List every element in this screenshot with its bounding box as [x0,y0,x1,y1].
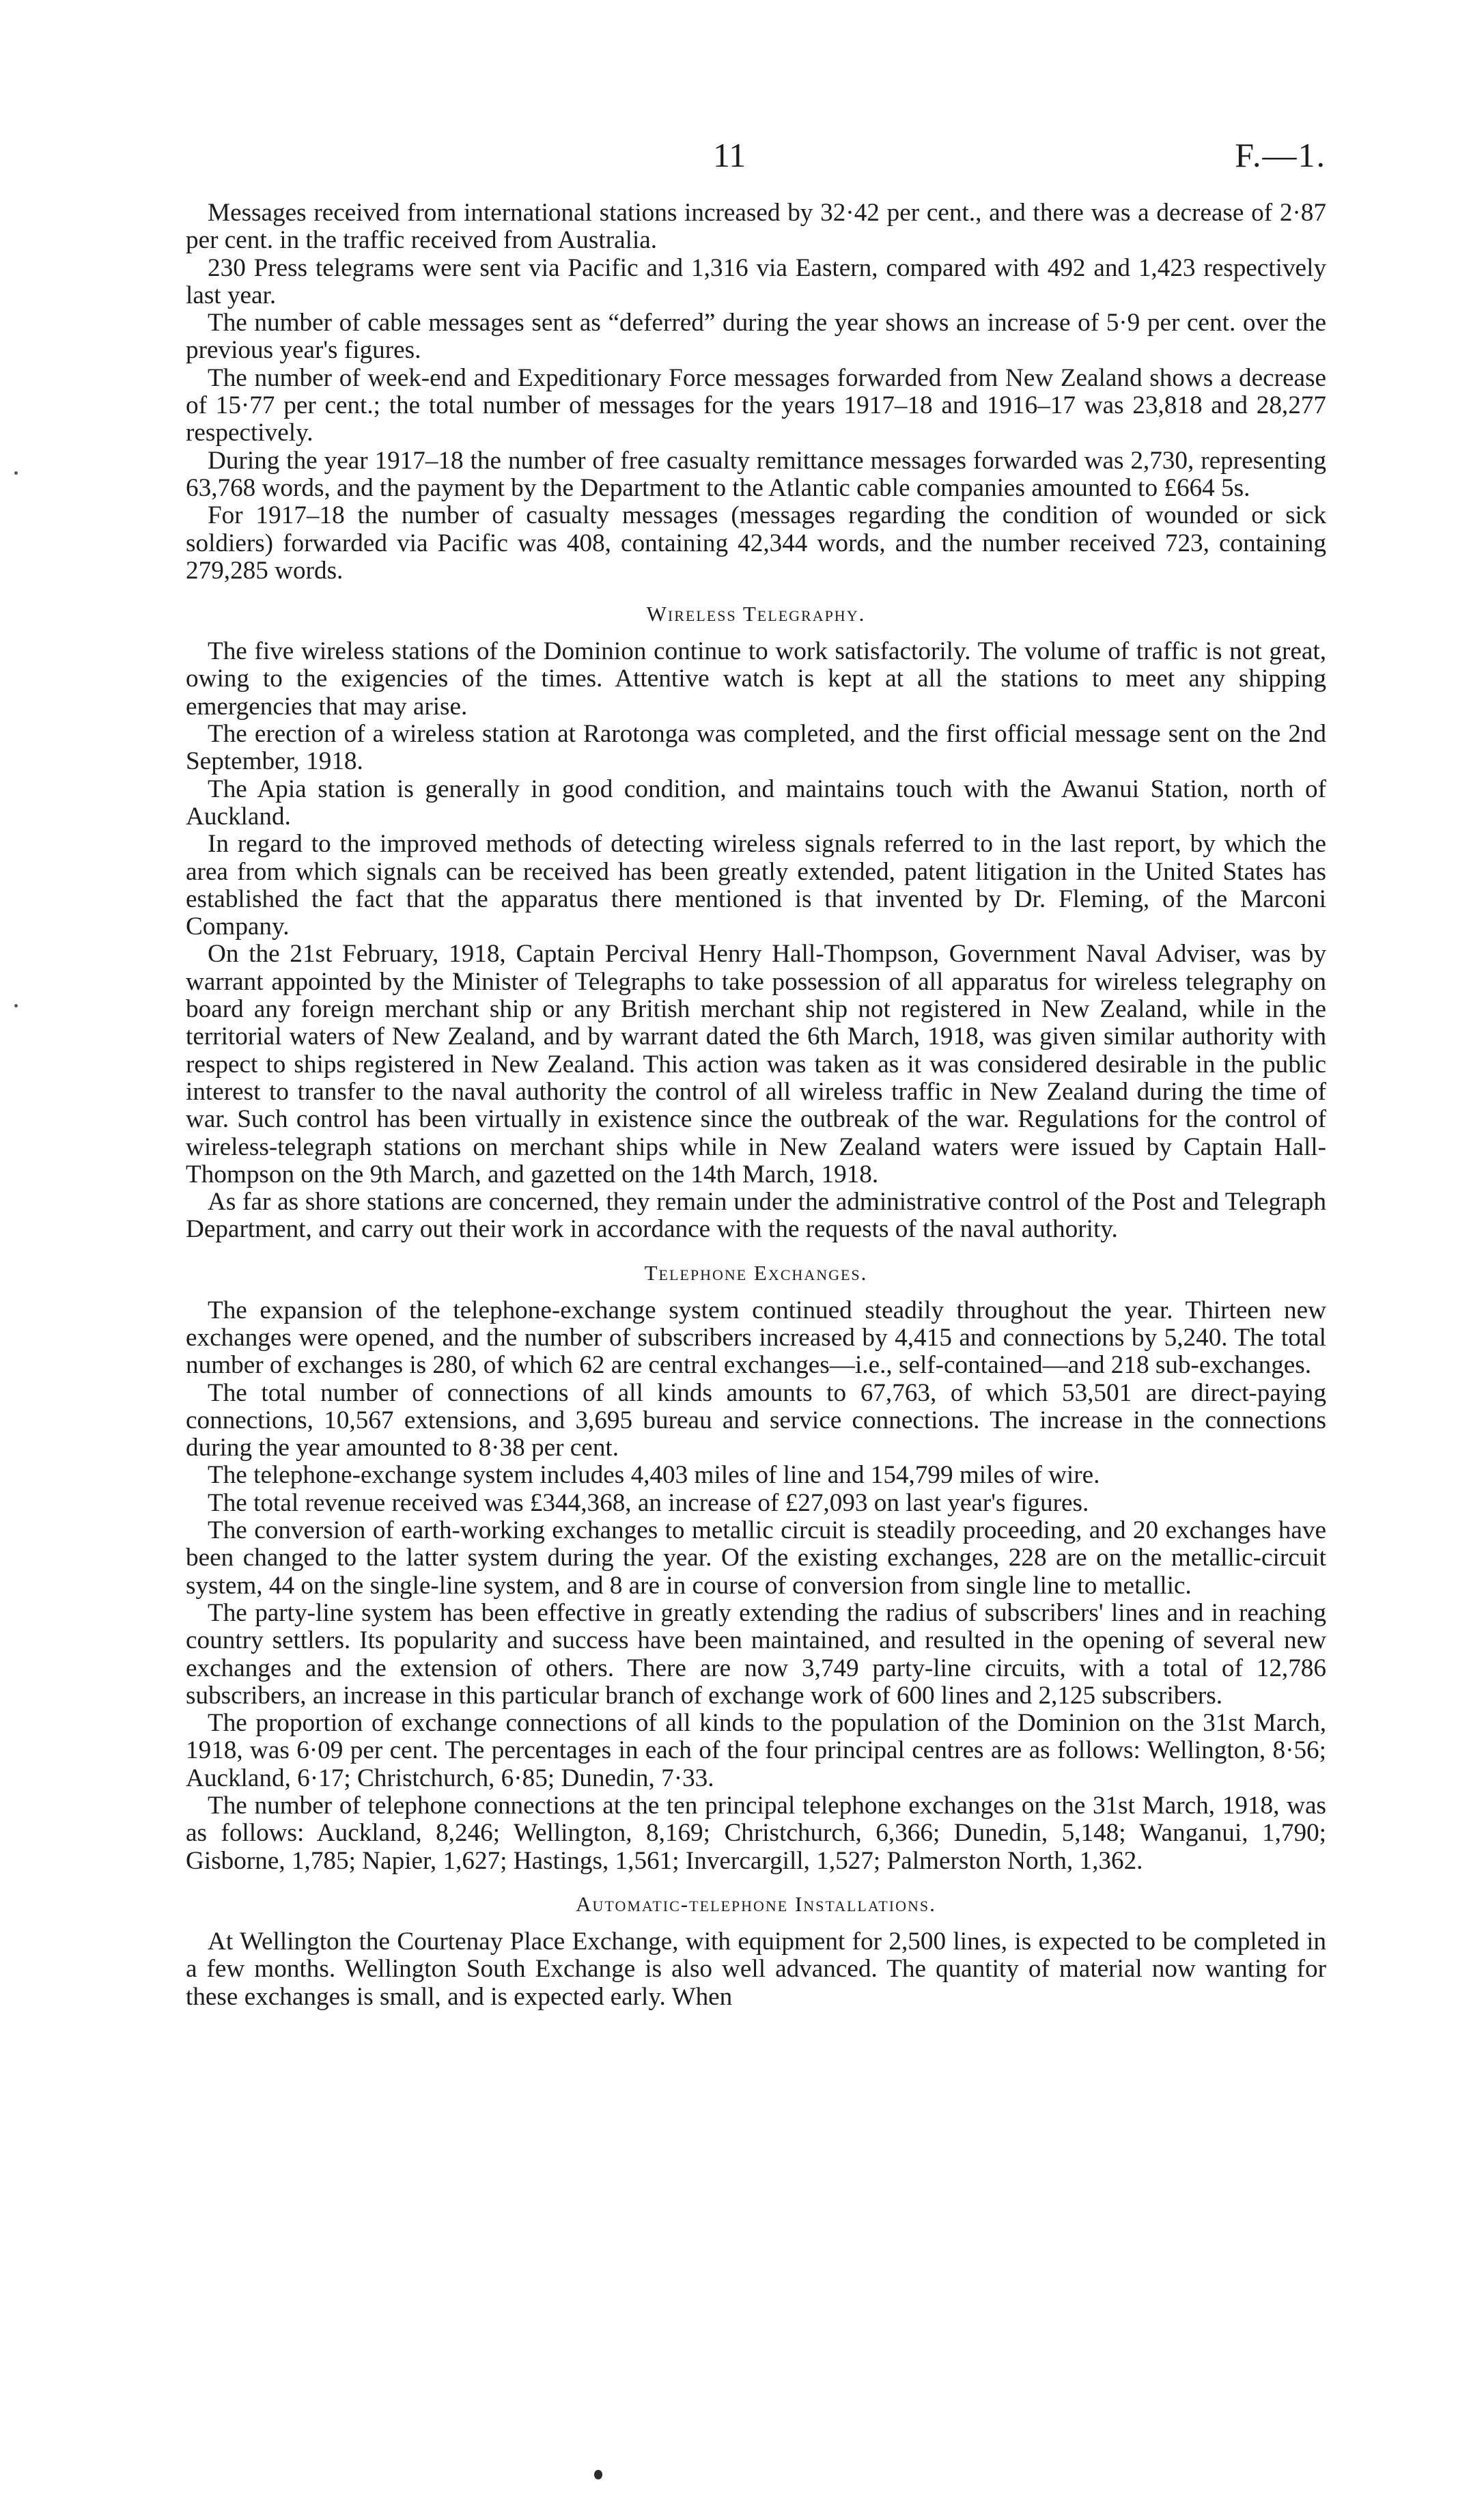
paragraph: 230 Press telegrams were sent via Pacific and 1,316 via Eastern, compared with 492 and 1,423 respectively last year. [186,253,1326,309]
paragraph: On the 21st February, 1918, Captain Percival Henry Hall-Thompson, Government Naval Adviser, was by warrant appointed by the Minister of Telegraphs to take possession of all apparatus for wireless telegraphy on board any foreign merchant ship or any British merchant ship not registered in New Zealand, while in the territorial waters of New Zealand, and by warrant dated the 6th March, 1918, was given similar authority with respect to ships registered in New Zealand. This action was taken as it was considered desirable in the public interest to transfer to the naval authority the control of all wireless traffic in New Zealand during the time of war. Such control has been virtually in existence since the outbreak of the war. Regulations for the control of wireless-telegraph stations on merchant ships while in New Zealand waters were issued by Captain Hall-Thompson on the 9th March, and gazetted on the 14th March, 1918. [186,940,1326,1188]
paragraph: The party-line system has been effective in greatly extending the radius of subscribers' lines and in reaching country settlers. Its popularity and success have been maintained, and resulted in the opening of several new exchanges and the extension of others. There are now 3,749 party-line circuits, with a total of 12,786 subscribers, an increase in this particular branch of exchange work of 600 lines and 2,125 subscribers. [186,1598,1326,1710]
paragraph: At Wellington the Courtenay Place Exchange, with equipment for 2,500 lines, is expected to be completed in a few months. Wellington South Exchange is also well advanced. The quantity of material now wanting for these exchanges is small, and is expected early. When [186,1927,1326,2011]
page-header [0,131,1484,179]
paragraph: The number of cable messages sent as “deferred” during the year shows an increase of 5·9 per cent. over the previous year's figures. [186,309,1326,365]
paragraph: The Apia station is generally in good condition, and maintains touch with the Awanui Station, north of Auckland. [186,775,1326,831]
scan-dot [594,2470,602,2479]
paragraph: The expansion of the telephone-exchange system continued steadily throughout the year. Thirteen new exchanges were opened, and the number of subscribers increased by 4,415 and connections by 5,240. The total number of exchanges is 280, of which 62 are central exchanges—i.e., self-contained—and 218 sub-exchanges. [186,1296,1326,1380]
section-heading-wireless: Wireless Telegraphy. [646,602,866,626]
paragraph: In regard to the improved methods of detecting wireless signals referred to in the last report, by which the area from which signals can be received has been greatly extended, patent litigation in the United States has established the fact that the apparatus there mentioned is that invented by Dr. Fleming, of the Marconi Company. [186,830,1326,941]
paragraph: The telephone-exchange system includes 4,403 miles of line and 154,799 miles of wire. [208,1461,1100,1490]
paragraph: The erection of a wireless station at Rarotonga was completed, and the first official message sent on the 2nd September, 1918. [186,720,1326,776]
scan-speck [14,471,18,475]
scan-speck [14,1004,18,1007]
body-text [186,199,1326,2011]
paragraph: The conversion of earth-working exchanges to metallic circuit is steadily proceeding, and 20 exchanges have been changed to the latter system during the year. Of the existing exchanges, 228 are on the metallic-circuit system, 44 on the single-line system, and 8 are in course of conversion from single line to metallic. [186,1516,1326,1600]
paragraph: The five wireless stations of the Dominion continue to work satisfactorily. The volume of traffic is not great, owing to the exigencies of the times. Attentive watch is kept at all the stations to meet any shipping emergencies that may arise. [186,637,1326,721]
section-heading-telephone: Telephone Exchanges. [644,1260,868,1285]
section-heading-automatic: Automatic-telephone Installations. [576,1891,936,1916]
paragraph: The total revenue received was £344,368, an increase of £27,093 on last year's figures. [208,1488,1089,1517]
paragraph: During the year 1917–18 the number of free casualty remittance messages forwarded was 2,730, representing 63,768 words, and the payment by the Department to the Atlantic cable companies amounted to £664 5s. [186,446,1326,502]
page-number: 11 [713,136,746,174]
paragraph: As far as shore stations are concerned, they remain under the administrative control of the Post and Telegraph Department, and carry out their work in accordance with the requests of the naval authority. [186,1188,1326,1244]
paragraph: The number of week-end and Expeditionary Force messages forwarded from New Zealand shows a decrease of 15·77 per cent.; the total number of messages for the years 1917–18 and 1916–17 was 23,818 and 28,277 respectively. [186,363,1326,447]
paragraph: The total number of connections of all kinds amounts to 67,763, of which 53,501 are direct-paying connections, 10,567 extensions, and 3,695 bureau and service connections. The increase in the connections during the year amounted to 8·38 per cent. [186,1378,1326,1462]
document-reference: F.—1. [1235,136,1326,174]
paragraph: For 1917–18 the number of casualty messages (messages regarding the condition of wounded or sick soldiers) forwarded via Pacific was 408, containing 42,344 words, and the number received 723, containing 279,285 words. [186,501,1326,585]
paragraph: Messages received from international stations increased by 32·42 per cent., and there was a decrease of 2·87 per cent. in the traffic received from Australia. [186,199,1326,255]
paragraph: The proportion of exchange connections of all kinds to the population of the Dominion on the 31st March, 1918, was 6·09 per cent. The percentages in each of the four principal centres are as follows: Wellington, 8·56; Auckland, 6·17; Christchurch, 6·85; Dunedin, 7·33. [186,1709,1326,1792]
paragraph: The number of telephone connections at the ten principal telephone exchanges on the 31st March, 1918, was as follows: Auckland, 8,246; Wellington, 8,169; Christchurch, 6,366; Dunedin, 5,148; Wanganui, 1,790; Gisborne, 1,785; Napier, 1,627; Hastings, 1,561; Invercargill, 1,527; Palmerston North, 1,362. [186,1792,1326,1875]
